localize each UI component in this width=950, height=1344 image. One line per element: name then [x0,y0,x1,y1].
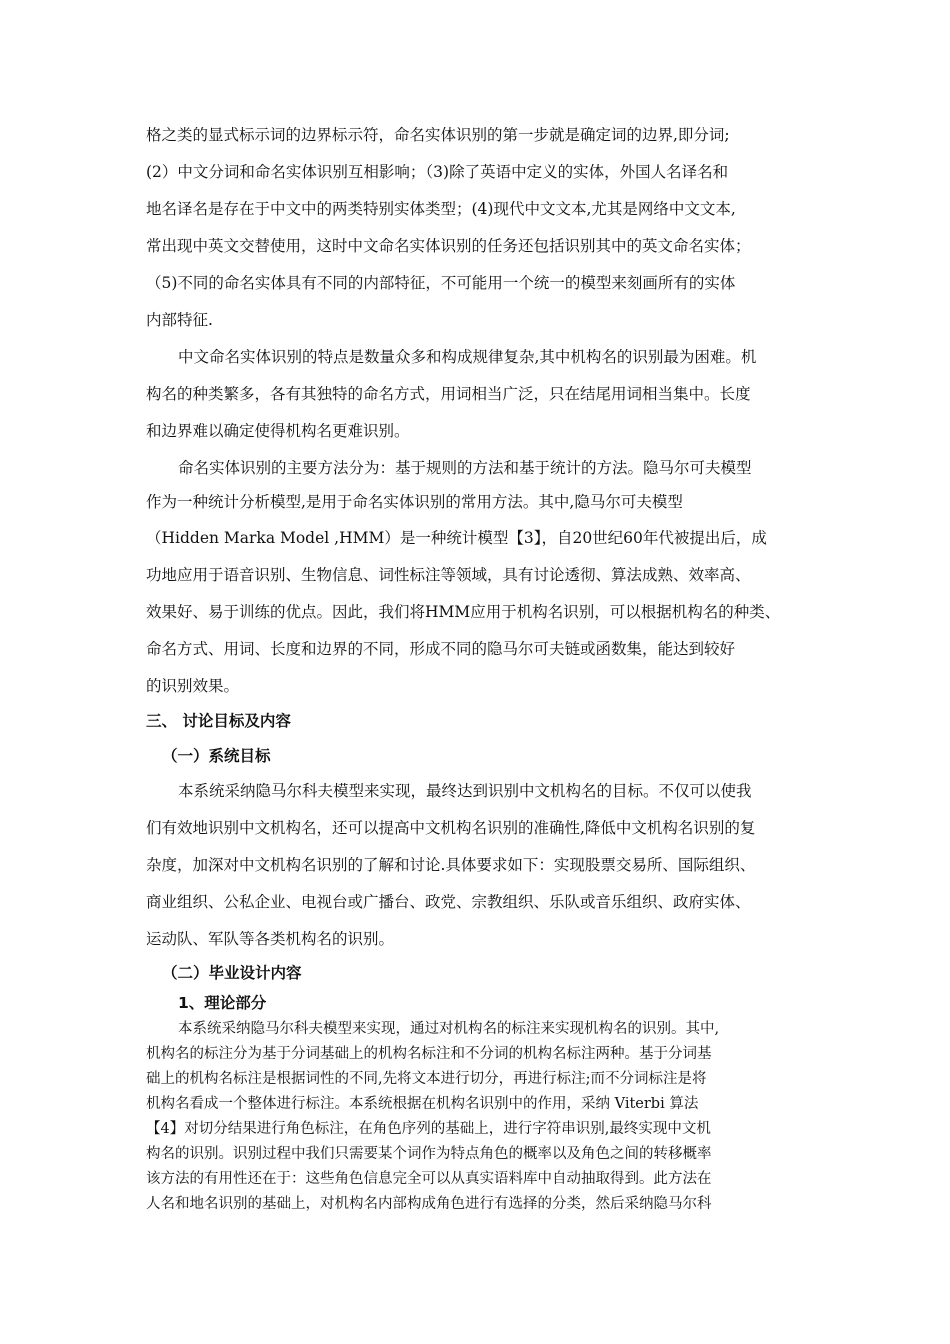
para4-line-5: 运动队、军队等各类机构名的识别。 [146,930,395,948]
subsection1-heading: （一）系统目标 [162,747,271,765]
intro-line-5: （5)不同的命名实体具有不同的内部特征，不可能用一个统一的模型来刻画所有的实体 [146,274,736,292]
para4-line-1: 本系统采纳隐马尔科夫模型来实现，最终达到识别中文机构名的目标。不仅可以使我 [178,782,752,800]
intro-line-3: 地名译名是存在于中文中的两类特别实体类型；(4)现代中文文本,尤其是网络中文文本, [146,200,736,218]
intro-line-2: (2）中文分词和命名实体识别互相影响；（3)除了英语中定义的实体，外国人名译名和 [146,163,729,181]
para3-line-5: 效果好、易于训练的优点。因此，我们将HMM应用于机构名识别，可以根据机构名的种类、 [146,603,781,621]
para5-line-8: 人名和地名识别的基础上，对机构名内部构成角色进行有选择的分类，然后采纳隐马尔科 [146,1196,712,1212]
para3-line-1: 命名实体识别的主要方法分为：基于规则的方法和基于统计的方法。隐马尔可夫模型 [178,459,752,477]
para2-line-3: 和边界难以确定使得机构名更难识别。 [146,422,410,440]
para3-line-4: 功地应用于语音识别、生物信息、词性标注等领域，具有讨论透彻、算法成熟、效率高、 [146,566,751,584]
para2-line-1: 中文命名实体识别的特点是数量众多和构成规律复杂,其中机构名的识别最为困难。机 [178,348,757,366]
para3-line-3: （Hidden Marka Model ,HMM）是一种统计模型【3】，自20世纪60年代被提出后，成 [146,529,767,547]
para5-line-1: 本系统采纳隐马尔科夫模型来实现，通过对机构名的标注来实现机构名的识别。其中, [178,1021,720,1037]
para2-line-2: 构名的种类繁多，各有其独特的命名方式，用词相当广泛，只在结尾用词相当集中。长度 [146,385,751,403]
para4-line-4: 商业组织、公私企业、电视台或广播台、政党、宗教组织、乐队或音乐组织、政府实体、 [146,893,751,911]
para5-line-5: 【4】对切分结果进行角色标注，在角色序列的基础上，进行字符串识别,最终实现中文机 [146,1121,711,1137]
para4-line-3: 杂度，加深对中文机构名识别的了解和讨论.具体要求如下：实现股票交易所、国际组织、 [146,856,756,874]
subsection2-1-heading: 1、理论部分 [178,994,267,1012]
para3-line-2: 作为一种统计分析模型,是用于命名实体识别的常用方法。其中,隐马尔可夫模型 [146,493,683,511]
intro-line-6: 内部特征. [146,311,213,329]
intro-line-1: 格之类的显式标示词的边界标示符，命名实体识别的第一步就是确定词的边界,即分词; [146,126,730,144]
section3-heading: 三、 讨论目标及内容 [146,712,291,730]
para5-line-7: 该方法的有用性还在于：这些角色信息完全可以从真实语料库中自动抽取得到。此方法在 [146,1171,712,1187]
para4-line-2: 们有效地识别中文机构名，还可以提高中文机构名识别的准确性,降低中文机构名识别的复 [146,819,756,837]
intro-line-4: 常出现中英文交替使用，这时中文命名实体识别的任务还包括识别其中的英文命名实体； [146,237,751,255]
para3-line-6: 命名方式、用词、长度和边界的不同，形成不同的隐马尔可夫链或函数集，能达到较好 [146,640,736,658]
para5-line-6: 构名的识别。识别过程中我们只需要某个词作为特点角色的概率以及角色之间的转移概率 [146,1146,712,1162]
para5-line-3: 础上的机构名标注是根据词性的不同,先将文本进行切分，再进行标注;而不分词标注是将 [146,1071,707,1087]
subsection2-heading: （二）毕业设计内容 [162,964,302,982]
para5-line-4: 机构名看成一个整体进行标注。本系统根据在机构名识别中的作用，采纳 Viterbi 算法 [146,1096,699,1112]
para5-line-2: 机构名的标注分为基于分词基础上的机构名标注和不分词的机构名标注两种。基于分词基 [146,1046,712,1062]
para3-line-7: 的识别效果。 [146,677,240,695]
